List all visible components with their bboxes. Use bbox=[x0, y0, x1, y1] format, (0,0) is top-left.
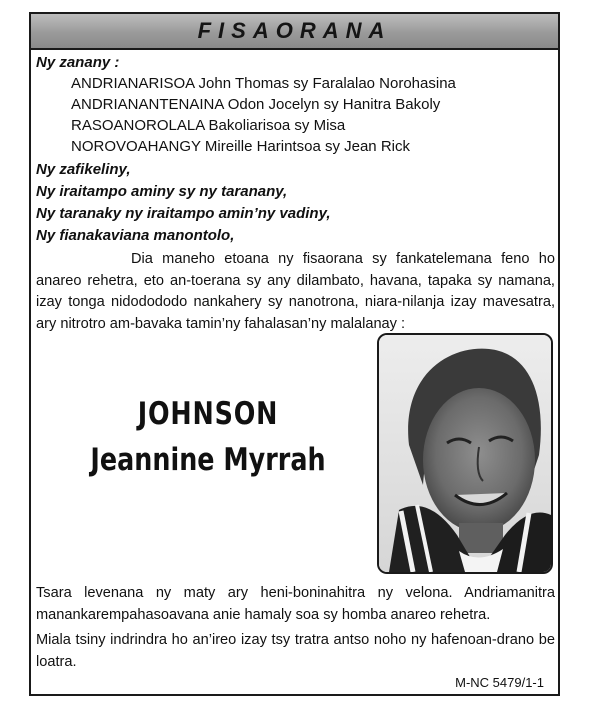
notice-title: FISAORANA bbox=[197, 18, 392, 43]
deceased-last-name: JOHNSON bbox=[137, 396, 279, 432]
deceased-first-names: Jeannine Myrrah bbox=[90, 442, 326, 478]
family-line-1: Ny zafikeliny, bbox=[36, 161, 131, 178]
family-line-4: Ny fianakaviana manontolo, bbox=[36, 227, 235, 244]
reference-code: M-NC 5479/1-1 bbox=[455, 675, 544, 690]
thanks-paragraph: Dia maneho etoana ny fisaorana sy fankatelemana feno ho anareo rehetra, eto an-toerana sy any dilambato, havana, tapaka sy namana, izay tonga nidodododo nankahery sy nanotrona, niara-nilanja izay mavesatra, ary nitrotro am-bavaka tamin’ny fahalasan’ny malalanay : bbox=[36, 251, 555, 332]
notice-header bbox=[31, 14, 558, 50]
family-line-3: Ny taranaky ny iraitampo amin’ny vadiny, bbox=[36, 205, 331, 222]
zanany-heading: Ny zanany : bbox=[36, 54, 120, 71]
closing-paragraph-1: Tsara levenana ny maty ary heni-boninahitra ny velona. Andriamanitra manankarempahasoavana anie hamaly soa sy homba anareo rehetra. bbox=[36, 585, 555, 623]
deceased-portrait bbox=[377, 333, 553, 574]
child-name-2: ANDRIANANTENAINA Odon Jocelyn sy Hanitra Bakoly bbox=[71, 96, 441, 113]
closing-paragraph-2: Miala tsiny indrindra ho an’ireo izay tsy tratra antso noho ny hafenoan-drano be loatra. bbox=[36, 632, 555, 670]
child-name-3: RASOANOROLALA Bakoliarisoa sy Misa bbox=[71, 117, 346, 134]
family-line-2: Ny iraitampo aminy sy ny taranany, bbox=[36, 183, 288, 200]
child-name-4: NOROVOAHANGY Mireille Harintsoa sy Jean Rick bbox=[71, 138, 410, 155]
child-name-1: ANDRIANARISOA John Thomas sy Faralalao Norohasina bbox=[71, 75, 456, 92]
notice-frame bbox=[29, 12, 560, 696]
